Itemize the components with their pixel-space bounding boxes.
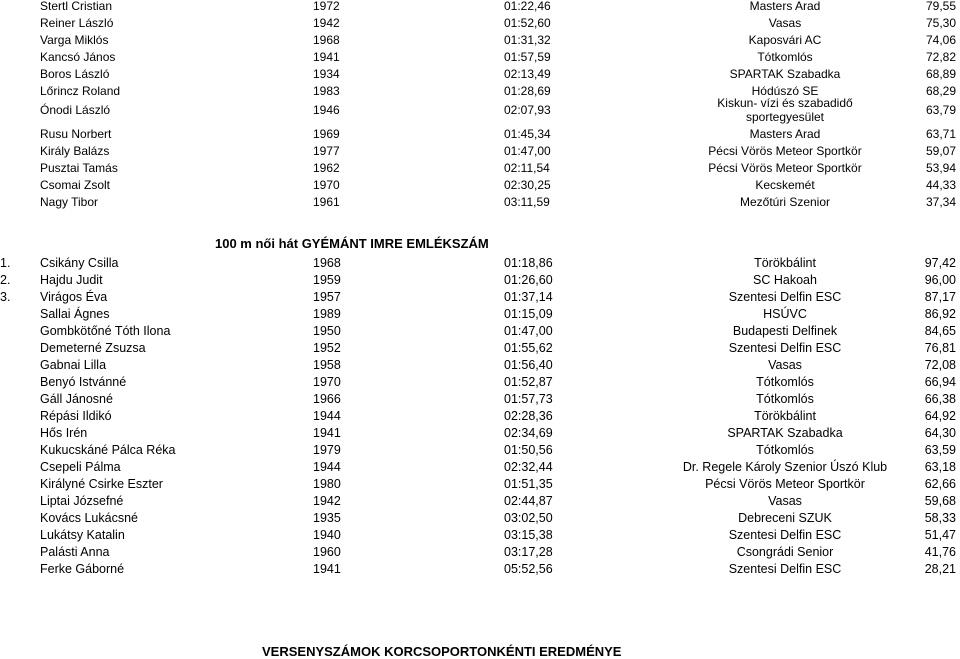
birth-year: 1941 [313, 562, 341, 576]
birth-year: 1944 [313, 409, 341, 423]
points: 97,42 [924, 256, 956, 270]
swim-time: 02:34,69 [504, 426, 553, 440]
athlete-name: Benyó Istvánné [40, 375, 127, 389]
club-name: Tótkomlós [756, 392, 814, 406]
club-name: Tótkomlós [756, 443, 814, 457]
birth-year: 1934 [313, 67, 340, 81]
club-name: Szentesi Delfin ESC [728, 290, 842, 304]
section-footer-title: VERSENYSZÁMOK KORCSOPORTONKÉNTI EREDMÉNYE [262, 644, 622, 659]
table-row [0, 305, 960, 323]
birth-year: 1962 [313, 161, 340, 175]
table-row [0, 356, 960, 374]
swim-time: 01:50,56 [504, 443, 553, 457]
swim-time: 01:22,46 [504, 0, 551, 13]
athlete-name: Reiner László [40, 16, 114, 30]
swim-time: 03:02,50 [504, 511, 553, 525]
swim-time: 03:11,59 [504, 195, 550, 209]
birth-year: 1942 [313, 16, 340, 30]
swim-time: 01:57,73 [504, 392, 553, 406]
table-row [0, 475, 960, 493]
athlete-name: Ónodi László [40, 103, 111, 117]
club-name: Mezőtúri Szenior [739, 195, 831, 209]
club-name: SPARTAK Szabadka [729, 67, 841, 81]
swim-time: 02:44,87 [504, 494, 553, 508]
club-name-line2: sportegyesület [745, 110, 825, 124]
birth-year: 1968 [313, 256, 341, 270]
table-row [0, 159, 960, 177]
club-name-line1: Kiskun- vízi és szabadidő [717, 96, 853, 110]
points: 28,21 [924, 562, 956, 576]
points: 58,33 [924, 511, 956, 525]
swim-time: 01:52,87 [504, 375, 553, 389]
athlete-name: Nagy Tibor [40, 195, 99, 209]
birth-year: 1957 [313, 290, 341, 304]
athlete-name: Rusu Norbert [40, 127, 112, 141]
birth-year: 1989 [313, 307, 341, 321]
rank: 1. [0, 256, 11, 270]
athlete-name: Virágos Éva [40, 290, 108, 304]
swim-time: 01:47,00 [504, 144, 551, 158]
birth-year: 1950 [313, 324, 341, 338]
birth-year: 1980 [313, 477, 341, 491]
birth-year: 1942 [313, 494, 341, 508]
birth-year: 1972 [313, 0, 340, 13]
athlete-name: Csepeli Pálma [40, 460, 121, 474]
club-name: Vasas [768, 16, 802, 30]
club-name: Pécsi Vörös Meteor Sportkör [705, 477, 865, 491]
points: 51,47 [924, 528, 956, 542]
birth-year: 1979 [313, 443, 341, 457]
table-row [0, 322, 960, 340]
swim-time: 01:57,59 [504, 50, 551, 64]
club-name: Masters Arad [749, 0, 821, 13]
table-row [0, 14, 960, 32]
points: 63,71 [925, 127, 956, 141]
athlete-name: Ferke Gáborné [40, 562, 125, 576]
points: 44,33 [925, 178, 956, 192]
table-row [0, 94, 960, 126]
club-name: HSÚVC [763, 307, 807, 321]
swim-time: 01:45,34 [504, 127, 551, 141]
athlete-name: Hajdu Judit [40, 273, 103, 287]
table-row [0, 339, 960, 357]
points: 63,79 [925, 103, 956, 117]
swim-time: 01:52,60 [504, 16, 551, 30]
birth-year: 1966 [313, 392, 341, 406]
club-name: SPARTAK Szabadka [727, 426, 843, 440]
club-name: Szentesi Delfin ESC [728, 528, 842, 542]
athlete-name: Stertl Cristian [40, 0, 113, 13]
table-row [0, 543, 960, 561]
club-name: Debreceni SZUK [738, 511, 832, 525]
athlete-name: Lőrincz Roland [40, 84, 121, 98]
points: 63,59 [924, 443, 956, 457]
birth-year: 1941 [313, 426, 341, 440]
table-row [0, 407, 960, 425]
table-row [0, 441, 960, 459]
points: 59,07 [925, 144, 956, 158]
birth-year: 1968 [313, 33, 340, 47]
swim-time: 02:11,54 [504, 161, 550, 175]
club-name: Vasas [768, 358, 802, 372]
table-row [0, 509, 960, 527]
club-name [650, 96, 920, 124]
table-row [0, 31, 960, 49]
points: 68,89 [925, 67, 956, 81]
club-name: Kaposvári AC [748, 33, 822, 47]
swim-time: 01:55,62 [504, 341, 553, 355]
athlete-name: Varga Miklós [40, 33, 109, 47]
birth-year: 1970 [313, 178, 340, 192]
points: 74,06 [925, 33, 956, 47]
table-row [0, 65, 960, 83]
club-name: Vasas [768, 494, 802, 508]
swim-time: 02:32,44 [504, 460, 553, 474]
birth-year: 1940 [313, 528, 341, 542]
table-row [0, 390, 960, 408]
club-name: Pécsi Vörös Meteor Sportkör [708, 144, 862, 158]
table-row [0, 560, 960, 578]
swim-time: 01:28,69 [504, 84, 551, 98]
athlete-name: Kovács Lukácsné [40, 511, 138, 525]
birth-year: 1977 [313, 144, 340, 158]
table-row [0, 0, 960, 15]
swim-time: 01:15,09 [504, 307, 553, 321]
athlete-name: Csomai Zsolt [40, 178, 111, 192]
points: 79,55 [925, 0, 956, 13]
club-name: Masters Arad [749, 127, 821, 141]
birth-year: 1944 [313, 460, 341, 474]
table-row [0, 125, 960, 143]
swim-time: 02:13,49 [504, 67, 551, 81]
points: 76,81 [924, 341, 956, 355]
club-name: Csongrádi Senior [736, 545, 834, 559]
swim-time: 01:18,86 [504, 256, 553, 270]
birth-year: 1952 [313, 341, 341, 355]
points: 66,38 [924, 392, 956, 406]
birth-year: 1959 [313, 273, 341, 287]
swim-time: 01:47,00 [504, 324, 553, 338]
birth-year: 1969 [313, 127, 340, 141]
birth-year: 1983 [313, 84, 340, 98]
swim-time: 02:07,93 [504, 103, 551, 117]
points: 96,00 [924, 273, 956, 287]
rank: 2. [0, 273, 11, 287]
athlete-name: Pusztai Tamás [40, 161, 118, 175]
athlete-name: Csikány Csilla [40, 256, 119, 270]
table-row [0, 176, 960, 194]
points: 68,29 [925, 84, 956, 98]
points: 64,30 [924, 426, 956, 440]
swim-time: 01:51,35 [504, 477, 553, 491]
swim-time: 01:56,40 [504, 358, 553, 372]
club-name: Törökbálint [754, 256, 816, 270]
birth-year: 1970 [313, 375, 341, 389]
athlete-name: Kukucskáné Pálca Réka [40, 443, 176, 457]
athlete-name: Boros László [40, 67, 110, 81]
birth-year: 1958 [313, 358, 341, 372]
athlete-name: Gáll Jánosné [40, 392, 113, 406]
points: 66,94 [924, 375, 956, 389]
birth-year: 1961 [313, 195, 340, 209]
club-name: Szentesi Delfin ESC [728, 562, 842, 576]
points: 62,66 [924, 477, 956, 491]
rank: 3. [0, 290, 11, 304]
points: 72,08 [924, 358, 956, 372]
table-row [0, 373, 960, 391]
athlete-name: Kancsó János [40, 50, 116, 64]
club-name: Budapesti Delfinek [732, 324, 838, 338]
points: 64,92 [924, 409, 956, 423]
birth-year: 1946 [313, 103, 340, 117]
swim-time: 01:31,32 [504, 33, 551, 47]
swim-time: 03:15,38 [504, 528, 553, 542]
points: 37,34 [925, 195, 956, 209]
points: 53,94 [925, 161, 956, 175]
table-row [0, 288, 960, 306]
points: 84,65 [924, 324, 956, 338]
points: 86,92 [924, 307, 956, 321]
swim-time: 05:52,56 [504, 562, 553, 576]
club-name: Hódúszó SE [751, 84, 819, 98]
birth-year: 1960 [313, 545, 341, 559]
swim-time: 02:30,25 [504, 178, 551, 192]
athlete-name: Palásti Anna [40, 545, 110, 559]
table-row [0, 48, 960, 66]
points: 59,68 [924, 494, 956, 508]
points: 63,18 [924, 460, 956, 474]
table-row [0, 142, 960, 160]
points: 41,76 [924, 545, 956, 559]
table-row [0, 492, 960, 510]
athlete-name: Lukátsy Katalin [40, 528, 125, 542]
athlete-name: Király Balázs [40, 144, 110, 158]
club-name: Szentesi Delfin ESC [728, 341, 842, 355]
points: 87,17 [924, 290, 956, 304]
club-name: Kecskemét [755, 178, 815, 192]
swim-time: 03:17,28 [504, 545, 553, 559]
birth-year: 1935 [313, 511, 341, 525]
athlete-name: Gabnai Lilla [40, 358, 107, 372]
club-name: Tótkomlós [756, 375, 814, 389]
athlete-name: Hős Irén [40, 426, 88, 440]
table-row [0, 458, 960, 476]
club-name: Törökbálint [754, 409, 816, 423]
club-name: Pécsi Vörös Meteor Sportkör [708, 161, 862, 175]
table-row [0, 526, 960, 544]
event-heading: 100 m női hát GYÉMÁNT IMRE EMLÉKSZÁM [215, 236, 489, 251]
swim-time: 01:26,60 [504, 273, 553, 287]
birth-year: 1941 [313, 50, 340, 64]
athlete-name: Királyné Csirke Eszter [40, 477, 163, 491]
table-row [0, 254, 960, 272]
points: 72,82 [925, 50, 956, 64]
table-row [0, 424, 960, 442]
swim-time: 02:28,36 [504, 409, 553, 423]
table-row [0, 271, 960, 289]
athlete-name: Sallai Ágnes [40, 307, 110, 321]
points: 75,30 [925, 16, 956, 30]
athlete-name: Gombkötőné Tóth Ilona [40, 324, 171, 338]
club-name: SC Hakoah [753, 273, 817, 287]
table-row [0, 193, 960, 211]
club-name: Dr. Regele Károly Szenior Úszó Klub [682, 460, 888, 474]
swim-time: 01:37,14 [504, 290, 553, 304]
athlete-name: Liptai Józsefné [40, 494, 124, 508]
athlete-name: Répási Ildikó [40, 409, 112, 423]
club-name: Tótkomlós [757, 50, 813, 64]
athlete-name: Demeterné Zsuzsa [40, 341, 146, 355]
